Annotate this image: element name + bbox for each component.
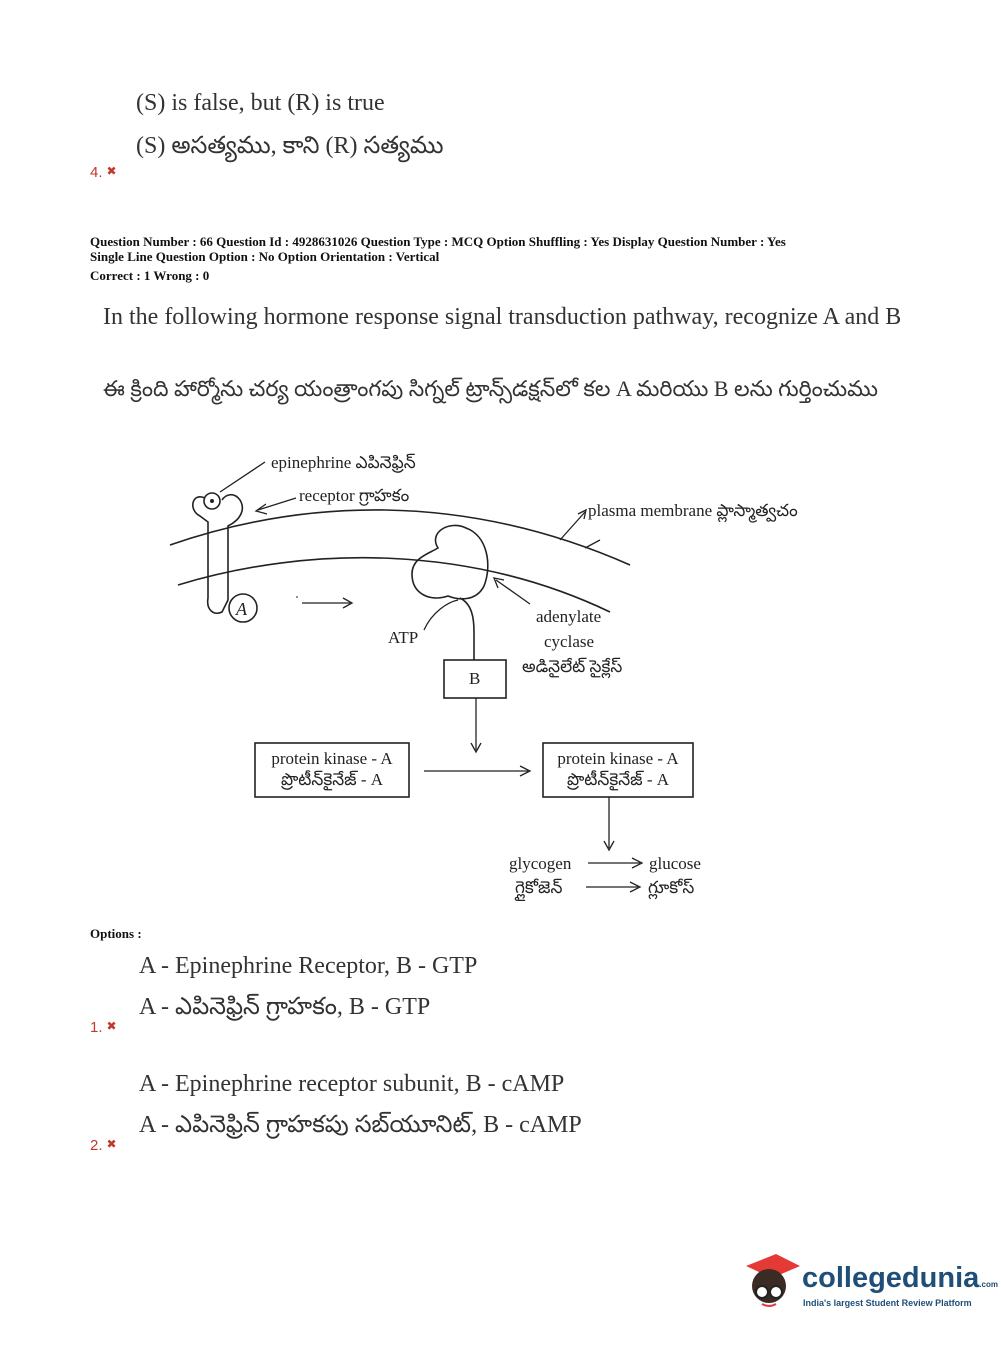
receptor-label: receptor గ్రాహకం: [299, 486, 410, 505]
collegedunia-logo[interactable]: [742, 1248, 998, 1318]
pka-active-text: [544, 748, 692, 790]
wrong-mark-icon: ✖: [106, 1019, 117, 1033]
epinephrine-dot: [210, 499, 214, 503]
atp-line: [424, 600, 458, 630]
membrane-tick: [585, 540, 600, 548]
question-meta-line-3: Correct : 1 Wrong : 0: [90, 268, 210, 283]
cyclase-pointer-arrowhead: [494, 578, 504, 588]
option-1-english: A - Epinephrine Receptor, B - GTP: [139, 953, 478, 979]
wrong-mark-icon: ✖: [106, 164, 117, 178]
option-number: 1.: [90, 1019, 103, 1036]
pka-inactive-english: protein kinase - A: [271, 749, 393, 768]
membrane-pointer-line: [560, 512, 585, 540]
option-number: 2.: [90, 1137, 103, 1154]
mascot-icon: [742, 1248, 802, 1312]
prev-option-4-telugu: (S) అసత్యము, కాని (R) సత్యము: [136, 133, 444, 159]
cyclase-to-b-line: [460, 598, 474, 660]
plasma-membrane-label: plasma membrane ప్లాస్మాత్వచం: [588, 501, 798, 520]
pka-active-telugu: ప్రొటీన్‌కైనేజ్ - A: [566, 770, 670, 789]
adenylate-label: adenylate: [536, 607, 602, 626]
glucose-label: glucose: [649, 854, 701, 873]
adenylate-cyclase-telugu-label: అడినైలేట్ సైక్లేస్: [522, 657, 623, 676]
logo-tagline: India's largest Student Review Platform: [803, 1298, 972, 1308]
question-text-telugu: ఈ క్రింది హార్మోను చర్య యంత్రాంగపు సిగ్నల్ ట్రాన్స్‌డక్షన్‌లో కల A మరియు B లను గుర్తించుము: [103, 376, 879, 401]
logo-suffix: .com: [979, 1280, 998, 1289]
glucose-telugu-label: గ్లూకోస్: [648, 878, 695, 897]
pka-active-english: protein kinase - A: [557, 749, 679, 768]
pka-inactive-telugu: ప్రొటీన్‌కైనేజ్ - A: [280, 770, 384, 789]
option-2-english: A - Epinephrine receptor subunit, B - cAMP: [139, 1071, 565, 1097]
option-2-telugu: A - ఎపినెఫ్రిన్ గ్రాహకపు సబ్‌యూనిట్, B - cAMP: [139, 1112, 582, 1138]
cyclase-pointer: [496, 580, 530, 604]
logo-wordmark: collegedunia.com: [802, 1262, 998, 1294]
question-meta-line-1: Question Number : 66 Question Id : 4928631026 Question Type : MCQ Option Shuffling : Yes Display Question Number : Yes: [90, 234, 786, 249]
option-2-number[interactable]: [90, 1137, 117, 1155]
receptor-pointer: [258, 498, 296, 510]
component-b-label: B: [469, 669, 481, 688]
receptor-shape: [193, 495, 243, 614]
option-1-number[interactable]: [90, 1019, 117, 1037]
cyclase-label: cyclase: [544, 632, 595, 651]
option-number: 4.: [90, 164, 103, 181]
question-text-english: In the following hormone response signal transduction pathway, recognize A and B: [103, 304, 902, 330]
pka-inactive-text: [256, 748, 408, 790]
prev-option-4-english: (S) is false, but (R) is true: [136, 90, 385, 116]
wrong-mark-icon: ✖: [106, 1137, 117, 1151]
option-1-telugu: A - ఎపినెఫ్రిన్ గ్రాహకం, B - GTP: [139, 994, 431, 1020]
glycogen-label: glycogen: [509, 854, 572, 873]
options-label: Options :: [90, 926, 142, 941]
epinephrine-pointer: [220, 462, 265, 492]
component-a-label: A: [236, 599, 247, 619]
adenylate-cyclase-shape: [412, 525, 488, 598]
atp-label: ATP: [388, 628, 419, 647]
epinephrine-label: epinephrine ఎపినెఫ్రిన్: [271, 453, 416, 472]
glycogen-telugu-label: గ్లైకోజెన్: [515, 878, 563, 897]
question-meta-line-2: Single Line Question Option : No Option Orientation : Vertical: [90, 249, 440, 264]
